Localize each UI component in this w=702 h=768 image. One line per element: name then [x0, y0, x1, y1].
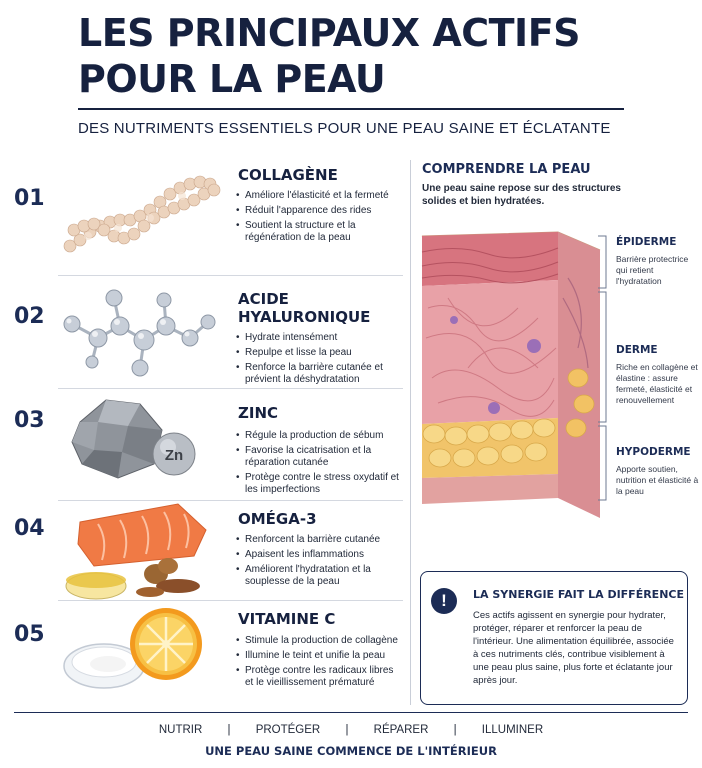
layer-name: HYPODERME [616, 446, 691, 458]
layer-name: DERME [616, 344, 658, 356]
bullet-item: • Protège contre le stress oxydatif et les imperfections [236, 472, 402, 496]
bullet-item: • Protège contre les radicaux libres et le vieillissement prématuré [236, 665, 402, 689]
pillar-separator: | [227, 724, 231, 736]
bullet-list [236, 332, 402, 389]
bullet-list [236, 534, 402, 591]
layer-hypodermis [616, 446, 700, 497]
bullet-list [236, 635, 402, 692]
pillar-separator: | [453, 724, 457, 736]
layer-description: Barrière protectrice qui retient l'hydratation [616, 254, 689, 286]
list-item-vitamin-c [0, 604, 400, 704]
bullet-item: • Repulpe et lisse la peau [236, 347, 402, 359]
bullet-item: • Illumine le teint et unifie la peau [236, 650, 402, 662]
title-line-2: POUR LA PEAU [78, 57, 386, 101]
layer-epidermis [616, 236, 700, 287]
bullet-item: • Renforce la barrière cutanée et prévient la déshydratation [236, 362, 402, 386]
layer-description: Riche en collagène et élastine : assure fermeté, élasticité et renouvellement [616, 362, 698, 405]
footer-divider [14, 712, 688, 713]
callout-text: Ces actifs agissent en synergie pour hydrater, protéger, réparer et renforcer la peau de l'intérieur. Une alimentation équilibrée, associée à ces nutriments clés, contribue visiblement à une peau plus saine, plus forte et éclatante jour après jour. [473, 610, 674, 686]
bullet-item: • Stimule la production de collagène [236, 635, 402, 647]
item-title: ZINC [238, 404, 279, 422]
skin-cross-section-illustration [418, 228, 604, 528]
title-line-1: LES PRINCIPAUX ACTIFS [78, 11, 581, 55]
bullet-item: • Améliorent l'hydratation et la souplesse de la peau [236, 564, 402, 588]
callout-title: LA SYNERGIE FAIT LA DIFFÉRENCE [473, 588, 684, 601]
pillar-proteger: PROTÉGER [255, 724, 321, 736]
list-item-omega3 [0, 500, 400, 605]
item-number: 04 [14, 516, 45, 541]
bullet-item: • Réduit l'apparence des rides [236, 205, 402, 217]
exclamation-icon: ! [431, 588, 457, 614]
item-title: COLLAGÈNE [238, 166, 338, 184]
bullet-item: • Favorise la cicatrisation et la réparation cutanée [236, 445, 402, 469]
page-subtitle: DES NUTRIMENTS ESSENTIELS POUR UNE PEAU SAINE ET ÉCLATANTE [78, 120, 611, 137]
bullet-item: • Renforcent la barrière cutanée [236, 534, 402, 546]
bullet-item: • Soutient la structure et la régénération de la peau [236, 220, 402, 244]
bullet-item: • Améliore l'élasticité et la fermeté [236, 190, 402, 202]
footer-pillars [0, 724, 702, 736]
item-number: 03 [14, 408, 45, 433]
pillar-reparer: RÉPARER [373, 724, 429, 736]
pillar-separator: | [345, 724, 349, 736]
list-item-hyaluronic [0, 280, 400, 390]
item-title: VITAMINE C [238, 610, 336, 628]
column-divider [410, 160, 411, 705]
row-divider [58, 275, 403, 276]
layer-name: ÉPIDERME [616, 236, 677, 248]
bullet-item: • Régule la production de sébum [236, 430, 402, 442]
molecule-icon [58, 282, 226, 386]
pillar-nutrir: NUTRIR [158, 724, 203, 736]
layer-description: Apporte soutien, nutrition et élasticité à la peau [616, 464, 699, 496]
salmon-oil-nuts-icon [58, 500, 226, 604]
zinc-symbol-label: Zn [164, 447, 184, 464]
layer-dermis [616, 344, 700, 406]
list-item-zinc [0, 392, 400, 502]
bullet-item: • Apaisent les inflammations [236, 549, 402, 561]
bullet-list [236, 190, 402, 247]
orange-petri-dish-icon [58, 604, 226, 704]
collagen-helix-icon [58, 164, 226, 264]
skin-section-title: COMPRENDRE LA PEAU [422, 162, 591, 177]
bullet-item: • Hydrate intensément [236, 332, 402, 344]
item-title: ACIDE HYALURONIQUE [238, 290, 371, 326]
pillar-illuminer: ILLUMINER [481, 724, 544, 736]
bullet-list [236, 430, 402, 499]
skin-section-intro: Une peau saine repose sur des structures solides et bien hydratées. [422, 183, 621, 207]
item-number: 02 [14, 304, 45, 329]
item-number: 01 [14, 186, 45, 211]
title-divider [78, 108, 624, 110]
row-divider [58, 388, 403, 389]
item-number: 05 [14, 622, 45, 647]
layer-brackets [596, 232, 614, 522]
list-item-collagen [0, 160, 400, 275]
row-divider [58, 600, 403, 601]
item-title: OMÉGA-3 [238, 510, 317, 528]
page-title [78, 10, 658, 102]
footer-tagline: UNE PEAU SAINE COMMENCE DE L'INTÉRIEUR [205, 744, 497, 758]
zinc-mineral-icon [58, 392, 226, 496]
synergy-callout [420, 571, 688, 705]
